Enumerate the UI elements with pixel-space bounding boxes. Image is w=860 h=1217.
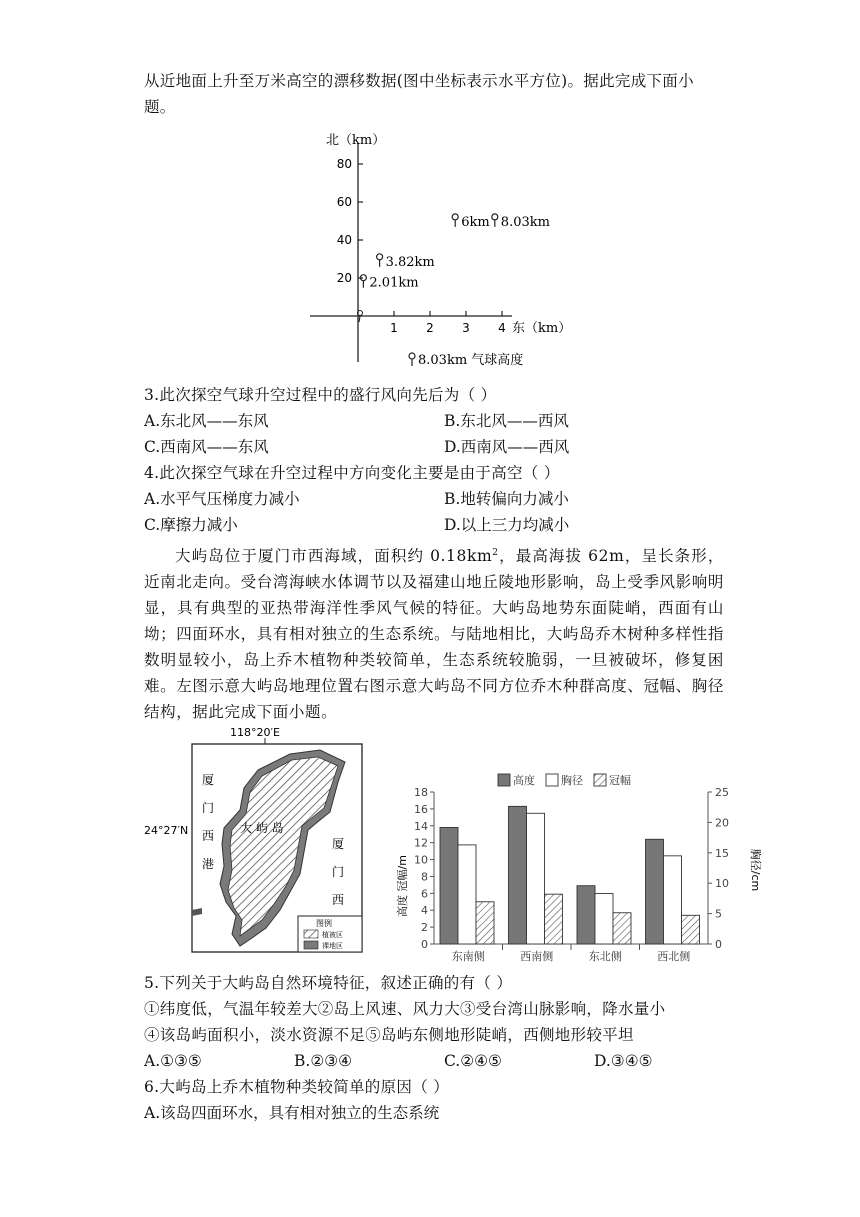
left-water-char: 厦 bbox=[202, 773, 215, 787]
y-left-tick-label: 16 bbox=[414, 802, 428, 816]
q5-option-b[interactable]: B.②③④ bbox=[294, 1052, 353, 1070]
q4-option-b[interactable]: B.地转偏向力减小 bbox=[444, 490, 569, 508]
right-water-char: 门 bbox=[332, 865, 345, 879]
x-tick-label: 3 bbox=[462, 321, 470, 335]
y-tick-label: 80 bbox=[336, 157, 352, 171]
legend-swatch bbox=[594, 774, 606, 786]
tree-structure-bar-chart bbox=[390, 768, 760, 968]
balloon-point-label: 6km bbox=[461, 214, 490, 230]
map-legend-title: 图例 bbox=[316, 919, 332, 928]
bar-胸径-东北侧 bbox=[595, 894, 613, 944]
y-right-tick-label: 10 bbox=[715, 877, 729, 891]
legend-veg-swatch bbox=[304, 930, 318, 938]
y-left-tick-label: 2 bbox=[421, 921, 428, 935]
bar-冠幅-西南侧 bbox=[545, 894, 563, 944]
balloon-icon bbox=[492, 214, 498, 220]
balloon-point bbox=[492, 214, 550, 230]
category-label: 西北侧 bbox=[657, 950, 691, 963]
y-left-label: 高度 冠幅/m bbox=[396, 855, 409, 917]
intro-line-2: 题。 bbox=[144, 98, 176, 116]
y-tick-label: 60 bbox=[336, 195, 352, 209]
category-label: 西南侧 bbox=[520, 950, 554, 963]
q5-stem: 5.下列关于大屿岛自然环境特征，叙述正确的有（ ） bbox=[144, 974, 513, 992]
q4-stem: 4.此次探空气球在升空过程中方向变化主要是由于高空（ ） bbox=[144, 464, 560, 482]
q3-option-d[interactable]: D.西南风——西风 bbox=[444, 438, 570, 456]
balloon-legend-label: 8.03km 气球高度 bbox=[418, 353, 524, 368]
y-left-tick-label: 0 bbox=[421, 938, 428, 951]
left-water-char: 西 bbox=[202, 829, 215, 843]
intro-line-1: 从近地面上升至万米高空的漂移数据(图中坐标表示水平方位)。据此完成下面小 bbox=[144, 72, 694, 90]
q5-option-c[interactable]: C.②④⑤ bbox=[444, 1052, 502, 1070]
passage-superscript: 2 bbox=[492, 548, 499, 558]
balloon-point bbox=[452, 214, 489, 230]
balloon-point-label: 3.82km bbox=[385, 254, 435, 270]
balloon-legend bbox=[409, 352, 523, 368]
bar-胸径-东南侧 bbox=[458, 845, 476, 944]
x-tick-label: 1 bbox=[390, 321, 398, 335]
q3-option-a[interactable]: A.东北风——东风 bbox=[144, 412, 269, 430]
y-right-tick-label: 5 bbox=[715, 907, 722, 921]
x-tick-label: 4 bbox=[498, 321, 506, 335]
balloon-point bbox=[360, 275, 418, 291]
q4-option-d[interactable]: D.以上三力均减小 bbox=[444, 516, 570, 534]
balloon-icon bbox=[377, 254, 383, 260]
balloon-icon bbox=[409, 353, 415, 366]
y-right-tick-label: 0 bbox=[715, 938, 722, 951]
balloon-icon bbox=[452, 214, 458, 220]
y-right-tick-label: 15 bbox=[715, 846, 729, 860]
legend-label: 胸径 bbox=[561, 774, 583, 787]
bar-高度-东南侧 bbox=[440, 827, 458, 944]
y-tick-label: 40 bbox=[336, 233, 352, 247]
balloon-drift-chart bbox=[300, 122, 600, 377]
map-legend bbox=[298, 916, 362, 952]
y-right-label: 胸径/cm bbox=[749, 848, 762, 892]
passage-part-2: ，最高海拔 62m，呈长条形，近南北走向。受台湾海峡水体调节以及福建山地丘陵地形影响，岛上受季风影响明显，具有典型的亚热带海洋性季风气候的特征。大屿岛地势东面陡峭，西面有山坳；四面环水，具有相对独立的生态系统。与陆地相比，大屿岛乔木树种多样性指数明显较小，岛上乔木植物种类较简单，生态系统较脆弱，一旦被破坏，修复困难。左图示意大屿岛地理位置右图示意大屿岛不同方位乔木种群高度、冠幅、胸径结构，据此完成下面小题。 bbox=[144, 547, 724, 722]
longitude-label: 118°20′E bbox=[230, 726, 280, 739]
y-left-tick-label: 8 bbox=[421, 870, 428, 884]
passage-part-1: 大屿岛位于厦门市西海域，面积约 0.18km bbox=[175, 547, 493, 566]
balloon-point bbox=[377, 254, 435, 270]
latitude-label: 24°27′N bbox=[144, 824, 189, 837]
q3-stem: 3.此次探空气球升空过程中的盛行风向先后为（ ） bbox=[144, 386, 497, 404]
legend-label: 冠幅 bbox=[609, 774, 631, 787]
y-left-tick-label: 18 bbox=[414, 786, 428, 799]
category-label: 东南侧 bbox=[451, 950, 485, 963]
bar-冠幅-东北侧 bbox=[613, 913, 631, 944]
legend-label: 高度 bbox=[513, 774, 535, 787]
bar-胸径-西北侧 bbox=[664, 856, 682, 944]
y-left-tick-label: 10 bbox=[414, 853, 428, 867]
bar-高度-东北侧 bbox=[577, 886, 595, 944]
left-water-char: 港 bbox=[202, 857, 215, 871]
q5-option-d[interactable]: D.③④⑤ bbox=[594, 1052, 653, 1070]
q6-option-a[interactable]: A.该岛四面环水，具有相对独立的生态系统 bbox=[144, 1104, 440, 1122]
y-tick-label: 20 bbox=[336, 271, 352, 285]
balloon-point-label: 2.01km bbox=[369, 275, 419, 291]
balloon-point-label: 8.03km bbox=[500, 214, 550, 230]
right-water-char: 厦 bbox=[332, 837, 345, 851]
category-label: 东北侧 bbox=[588, 950, 622, 963]
q4-option-c[interactable]: C.摩擦力减小 bbox=[144, 516, 238, 534]
q6-stem: 6.大屿岛上乔木植物种类较简单的原因（ ） bbox=[144, 1078, 450, 1096]
legend-swatch bbox=[498, 774, 510, 786]
bar-冠幅-西北侧 bbox=[682, 915, 700, 944]
island-label: 大 屿 岛 bbox=[240, 821, 284, 835]
y-left-tick-label: 4 bbox=[421, 904, 428, 918]
right-water-char: 西 bbox=[332, 893, 345, 907]
y-axis-label: 北（km） bbox=[326, 133, 386, 148]
legend-veg-label: 植被区 bbox=[322, 931, 343, 939]
q5-statement-1: ①纬度低，气温年较差大②岛上风速、风力大③受台湾山脉影响，降水量小 bbox=[144, 1000, 666, 1018]
y-right-tick-label: 25 bbox=[715, 786, 729, 799]
y-right-tick-label: 20 bbox=[715, 816, 729, 830]
bar-高度-西北侧 bbox=[646, 839, 664, 944]
legend-bare-label: 裸地区 bbox=[322, 942, 343, 950]
q3-option-c[interactable]: C.西南风——东风 bbox=[144, 438, 269, 456]
bar-冠幅-东南侧 bbox=[476, 902, 494, 944]
legend-bare-swatch bbox=[304, 941, 318, 949]
dayu-island-map bbox=[140, 724, 380, 964]
bar-高度-西南侧 bbox=[509, 806, 527, 944]
bar-胸径-西南侧 bbox=[527, 813, 545, 944]
legend-swatch bbox=[546, 774, 558, 786]
x-axis-label: 东（km） bbox=[512, 321, 572, 336]
y-left-tick-label: 14 bbox=[414, 819, 428, 833]
q5-option-a[interactable]: A.①③⑤ bbox=[144, 1052, 202, 1070]
x-tick-label: 2 bbox=[426, 321, 434, 335]
left-water-char: 门 bbox=[202, 801, 215, 815]
q5-statement-2: ④该岛屿面积小，淡水资源不足⑤岛屿东侧地形陡峭，西侧地形较平坦 bbox=[144, 1026, 634, 1044]
q4-option-a[interactable]: A.水平气压梯度力减小 bbox=[144, 490, 300, 508]
passage bbox=[144, 540, 724, 725]
y-left-tick-label: 12 bbox=[414, 836, 428, 850]
y-left-tick-label: 6 bbox=[421, 887, 428, 901]
q3-option-b[interactable]: B.东北风——西风 bbox=[444, 412, 569, 430]
